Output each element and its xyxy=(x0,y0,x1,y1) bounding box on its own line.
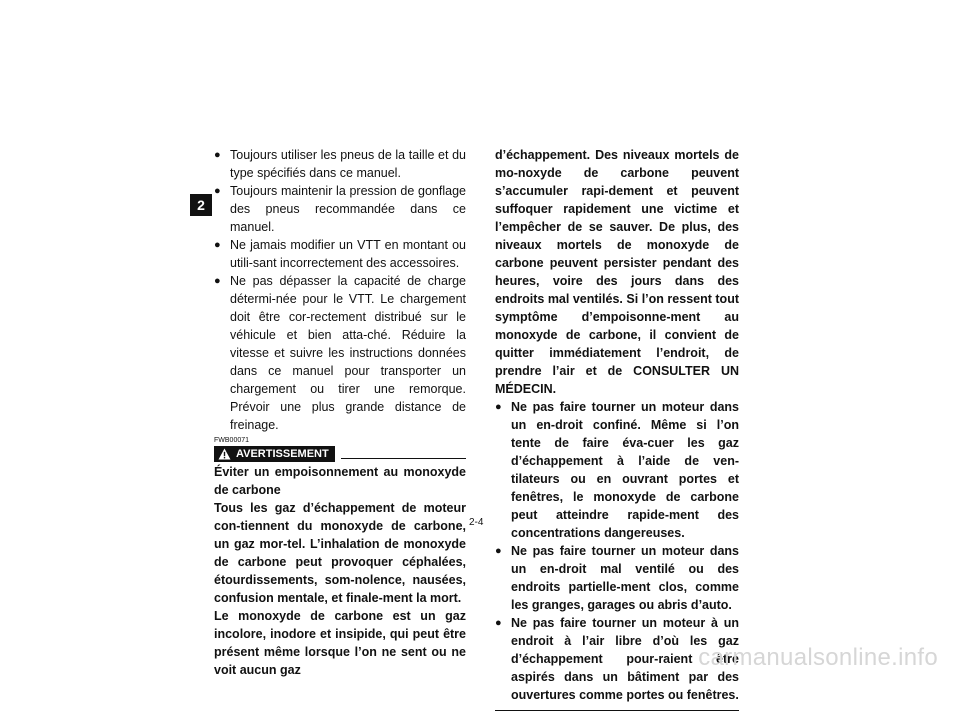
list-item xyxy=(495,398,739,542)
list-item xyxy=(214,146,466,182)
warning-triangle-icon xyxy=(218,448,231,460)
warning-paragraph-3: d’échappement. Des niveaux mortels de mo-noxyde de carbone peuvent s’accumuler rapi-dement et peuvent suffoquer rapidement une victime et l’empêcher de se sauver. De plus, des niveaux mortels de monoxyde de carbone peuvent persister pendant des heures, voire des jours dans des endroits mal ventilés. Si l’on ressent tout symptôme d’empoisonne-ment au monoxyde de carbone, il convient de quitter immédiatement l’endroit, de prendre l’air et de CONSULTER UN MÉDECIN. xyxy=(495,148,739,396)
bullet-icon: ● xyxy=(495,617,502,629)
bullet-icon: ● xyxy=(214,185,221,197)
warning-badge xyxy=(214,446,335,462)
bullet-icon: ● xyxy=(214,149,221,161)
page-number: 2-4 xyxy=(469,517,484,528)
bullet-icon: ● xyxy=(495,401,502,413)
section-tab: 2 xyxy=(190,194,212,216)
bullet-text: Ne pas faire tourner un moteur dans un en-droit mal ventilé ou des endroits partielle-ment clos, comme les granges, garages ou abris d’auto. xyxy=(511,544,739,612)
warning-paragraph-1: Tous les gaz d’échappement de moteur con-tiennent du monoxyde de carbone, un gaz mor-tel. L’inhalation de monoxyde de carbone peut provoquer céphalées, étourdissements, som-nolence, nausées, confusion mentale, et finale-ment la mort. xyxy=(214,501,466,605)
list-item xyxy=(214,236,466,272)
list-item xyxy=(495,542,739,614)
warning-paragraph-2: Le monoxyde de carbone est un gaz incolore, inodore et insipide, qui peut être présent même lorsque l’on ne sent ou ne voit aucun gaz xyxy=(214,609,466,677)
bullet-text: Ne jamais modifier un VTT en montant ou utili-sant incorrectement des accessoires. xyxy=(230,238,466,270)
list-item xyxy=(214,272,466,434)
warning-rule xyxy=(341,450,466,459)
warning-title: Éviter un empoisonnement au monoxyde de carbone xyxy=(214,465,466,497)
warning-code: FWB00071 xyxy=(214,437,250,444)
bullet-text: Toujours utiliser les pneus de la taille et du type spécifiés dans ce manuel. xyxy=(230,148,466,180)
right-column xyxy=(495,146,739,711)
bullet-text: Ne pas faire tourner un moteur à un endroit à l’air libre d’où les gaz d’échappement pour-raient être aspirés dans un bâtiment par des ouvertures comme portes ou fenêtres. xyxy=(511,616,739,702)
left-column xyxy=(214,146,466,679)
list-item xyxy=(214,182,466,236)
bullet-icon: ● xyxy=(495,545,502,557)
warning-label: AVERTISSEMENT xyxy=(236,448,329,460)
warning-header xyxy=(214,446,466,462)
bullet-icon: ● xyxy=(214,275,221,287)
bullet-text: Ne pas dépasser la capacité de charge détermi-née pour le VTT. Le chargement doit être cor-rectement distribué sur le véhicule et bien atta-ché. Réduire la vitesse et suivre les instructions données dans ce manuel pour transporter un chargement ou tirer une remorque. Prévoir une plus grande distance de freinage. xyxy=(230,274,466,432)
bullet-icon: ● xyxy=(214,239,221,251)
bullet-text: Toujours maintenir la pression de gonflage des pneus recommandée dans ce manuel. xyxy=(230,184,466,234)
bullet-text: Ne pas faire tourner un moteur dans un en-droit confiné. Même si l’on tente de faire éva-cuer les gaz d’échappement à l’aide de ven-tilateurs ou en ouvrant portes et fenêtres, le monoxyde de carbone peut atteindre rapide-ment des concentrations dangereuses. xyxy=(511,400,739,540)
watermark: carmanualsonline.info xyxy=(698,644,938,671)
